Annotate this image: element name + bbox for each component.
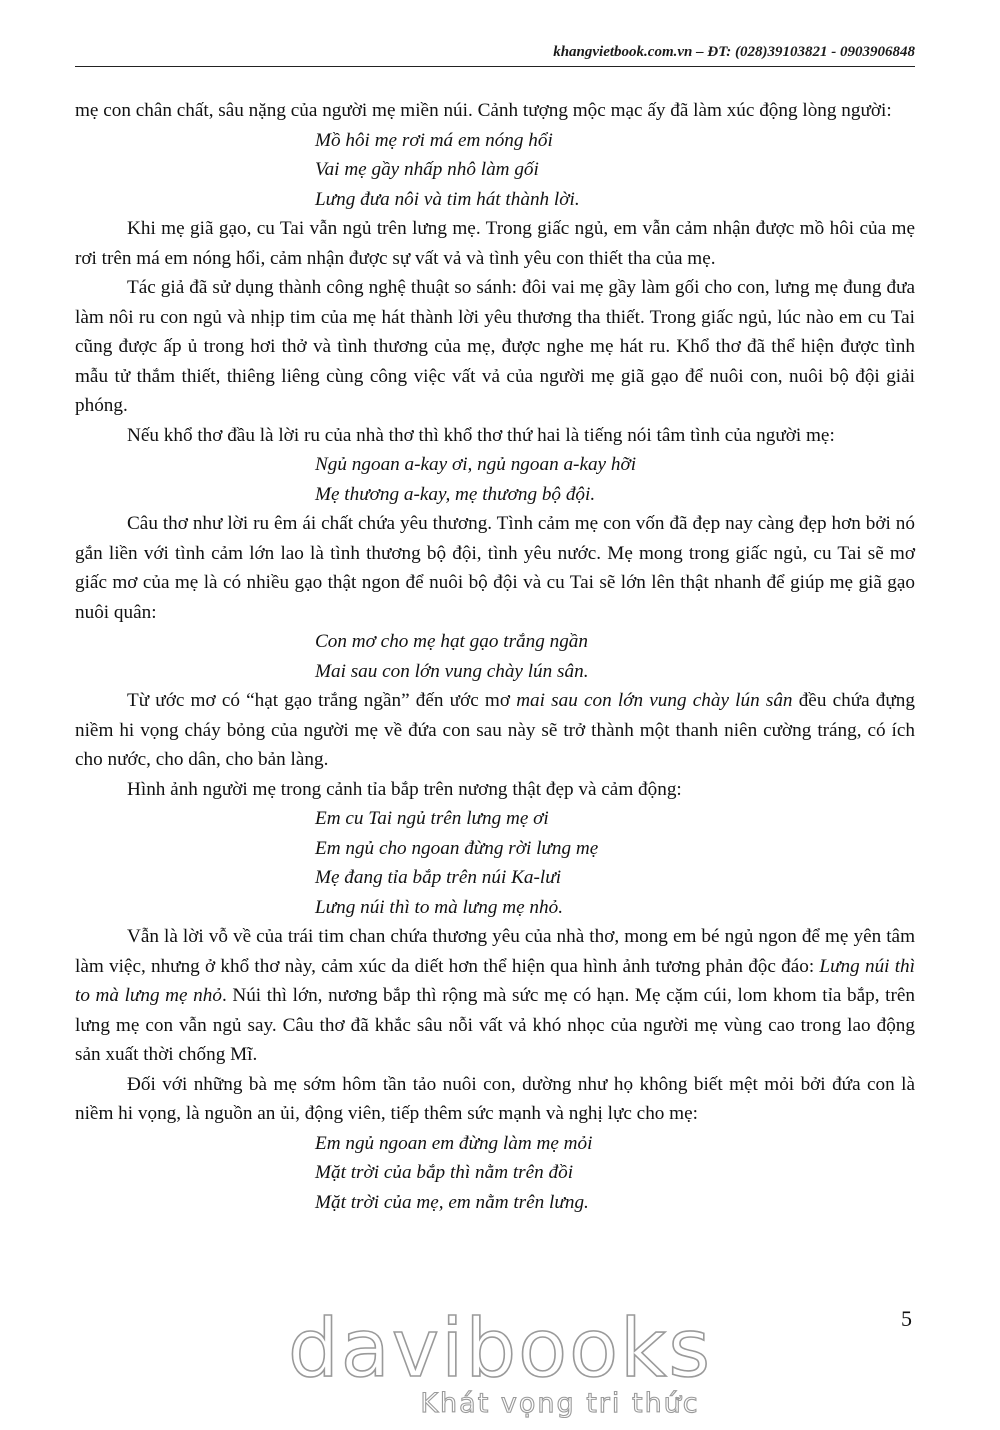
poem-line: Lưng đưa nôi và tim hát thành lời. xyxy=(315,188,580,210)
paragraph-2: Khi mẹ giã gạo, cu Tai vẫn ngủ trên lưng mẹ. Trong giấc ngủ, em vẫn cảm nhận được mồ hôi của mẹ rơi trên má em nóng hổi, cảm nhận được sự vất vả và tình yêu con thiết tha của mẹ. xyxy=(75,218,915,269)
page-number: 5 xyxy=(901,1306,912,1331)
paragraph-7: Hình ảnh người mẹ trong cảnh tỉa bắp trên nương thật đẹp và cảm động: xyxy=(127,778,682,800)
paragraph-6-quote: mai sau con lớn vung chày lún sân xyxy=(516,690,793,711)
poem-stanza-3 xyxy=(75,627,915,686)
poem-line: Mẹ đang tỉa bắp trên núi Ka-lưi xyxy=(315,867,562,888)
poem-line: Em cu Tai ngủ trên lưng mẹ ơi xyxy=(315,808,549,829)
paragraph-6-text-a: Từ ước mơ có “hạt gạo trắng ngần” đến ước mơ xyxy=(127,690,517,711)
paragraph-6 xyxy=(75,686,915,775)
paragraph-6-text-b: đều chứa đựng niềm hi vọng cháy bỏng của người mẹ về đứa con sau này sẽ trở thành một thanh niên cường tráng, có ích cho nước, cho dân, cho bản làng. xyxy=(75,690,915,770)
poem-stanza-4 xyxy=(75,804,915,922)
paragraph-8 xyxy=(75,922,915,1070)
paragraph-8-text-a: Vẫn là lời vỗ về của trái tim chan chứa thương yêu của nhà thơ, mong em bé ngủ ngon để mẹ yên tâm làm việc, nhưng ở khổ thơ này, cảm xúc da diết hơn thể hiện qua hình ảnh tương phản độc đáo: xyxy=(75,926,915,977)
watermark-logo-text: davibooks xyxy=(287,1302,713,1395)
poem-line: Mặt trời của mẹ, em nằm trên lưng. xyxy=(315,1191,589,1213)
poem-line: Mồ hôi mẹ rơi má em nóng hổi xyxy=(315,129,553,151)
poem-stanza-1 xyxy=(75,126,915,215)
poem-line: Mai sau con lớn vung chày lún sân. xyxy=(315,660,589,682)
paragraph-5: Câu thơ như lời ru êm ái chất chứa yêu thương. Tình cảm mẹ con vốn đã đẹp nay càng đẹp hơn bởi nó gắn liền với tình cảm lớn lao là tình thương bộ đội, tình yêu nước. Mẹ mong trong giấc ngủ, cu Tai sẽ mơ giấc mơ của mẹ là có nhiều gạo thật ngon để nuôi bộ đội và cu Tai sẽ lớn lên thật nhanh để giúp mẹ giã gạo nuôi quân: xyxy=(75,513,915,623)
paragraph-8-quote: Lưng núi thì to mà lưng mẹ nhỏ xyxy=(75,955,915,1006)
poem-line: Em ngủ ngoan em đừng làm mẹ mỏi xyxy=(315,1132,593,1154)
poem-stanza-2 xyxy=(75,450,915,509)
poem-line: Lưng núi thì to mà lưng mẹ nhỏ. xyxy=(315,896,563,918)
poem-line: Mặt trời của bắp thì nằm trên đồi xyxy=(315,1162,574,1183)
poem-line: Vai mẹ gầy nhấp nhô làm gối xyxy=(315,159,539,180)
paragraph-9: Đối với những bà mẹ sớm hôm tần tảo nuôi con, dường như họ không biết mệt mỏi bởi đứa con là niềm hi vọng, là nguồn an ủi, động viên, tiếp thêm sức mạnh và nghị lực cho mẹ: xyxy=(75,1073,915,1124)
paragraph-3: Tác giả đã sử dụng thành công nghệ thuật so sánh: đôi vai mẹ gầy làm gối cho con, lưng mẹ đung đưa làm nôi ru con ngủ và nhịp tim của mẹ hát thành lời yêu thương tha thiết. Trong giấc ngủ, lúc nào em cu Tai cũng được ấp ủ trong hơi thở và tình thương của mẹ, được nghe mẹ hát ru. Khổ thơ đã thể hiện được tình mẫu tử thắm thiết, thiêng liêng cùng công việc vất vả của người mẹ giã gạo để nuôi con, nuôi bộ đội giải phóng. xyxy=(75,277,915,416)
paragraph-1: mẹ con chân chất, sâu nặng của người mẹ miền núi. Cảnh tượng mộc mạc ấy đã làm xúc động lòng người: xyxy=(75,100,892,121)
poem-line: Em ngủ cho ngoan đừng rời lưng mẹ xyxy=(315,837,599,859)
poem-line: Con mơ cho mẹ hạt gạo trắng ngần xyxy=(315,631,588,652)
paragraph-8-text-b: . Núi thì lớn, nương bắp thì rộng mà sức mẹ có hạn. Mẹ cặm cúi, lom khom tỉa bắp, trên lưng mẹ con vẫn ngủ say. Câu thơ đã khắc sâu nỗi vất vả khó nhọc của người mẹ vùng cao trong lao động sản xuất thời chống Mĩ. xyxy=(75,985,915,1065)
poem-line: Mẹ thương a-kay, mẹ thương bộ đội. xyxy=(315,483,596,505)
paragraph-4: Nếu khổ thơ đầu là lời ru của nhà thơ thì khổ thơ thứ hai là tiếng nói tâm tình của người mẹ: xyxy=(127,424,835,446)
poem-line: Ngủ ngoan a-kay ơi, ngủ ngoan a-kay hỡi xyxy=(315,454,637,475)
header-rule xyxy=(75,66,915,67)
page-body xyxy=(75,96,915,1217)
watermark xyxy=(0,1302,1000,1419)
watermark-tagline: Khát vọng tri thức xyxy=(420,1388,700,1419)
page-header: khangvietbook.com.vn – ĐT: (028)39103821 - 0903906848 xyxy=(553,44,915,60)
poem-stanza-5 xyxy=(75,1129,915,1218)
